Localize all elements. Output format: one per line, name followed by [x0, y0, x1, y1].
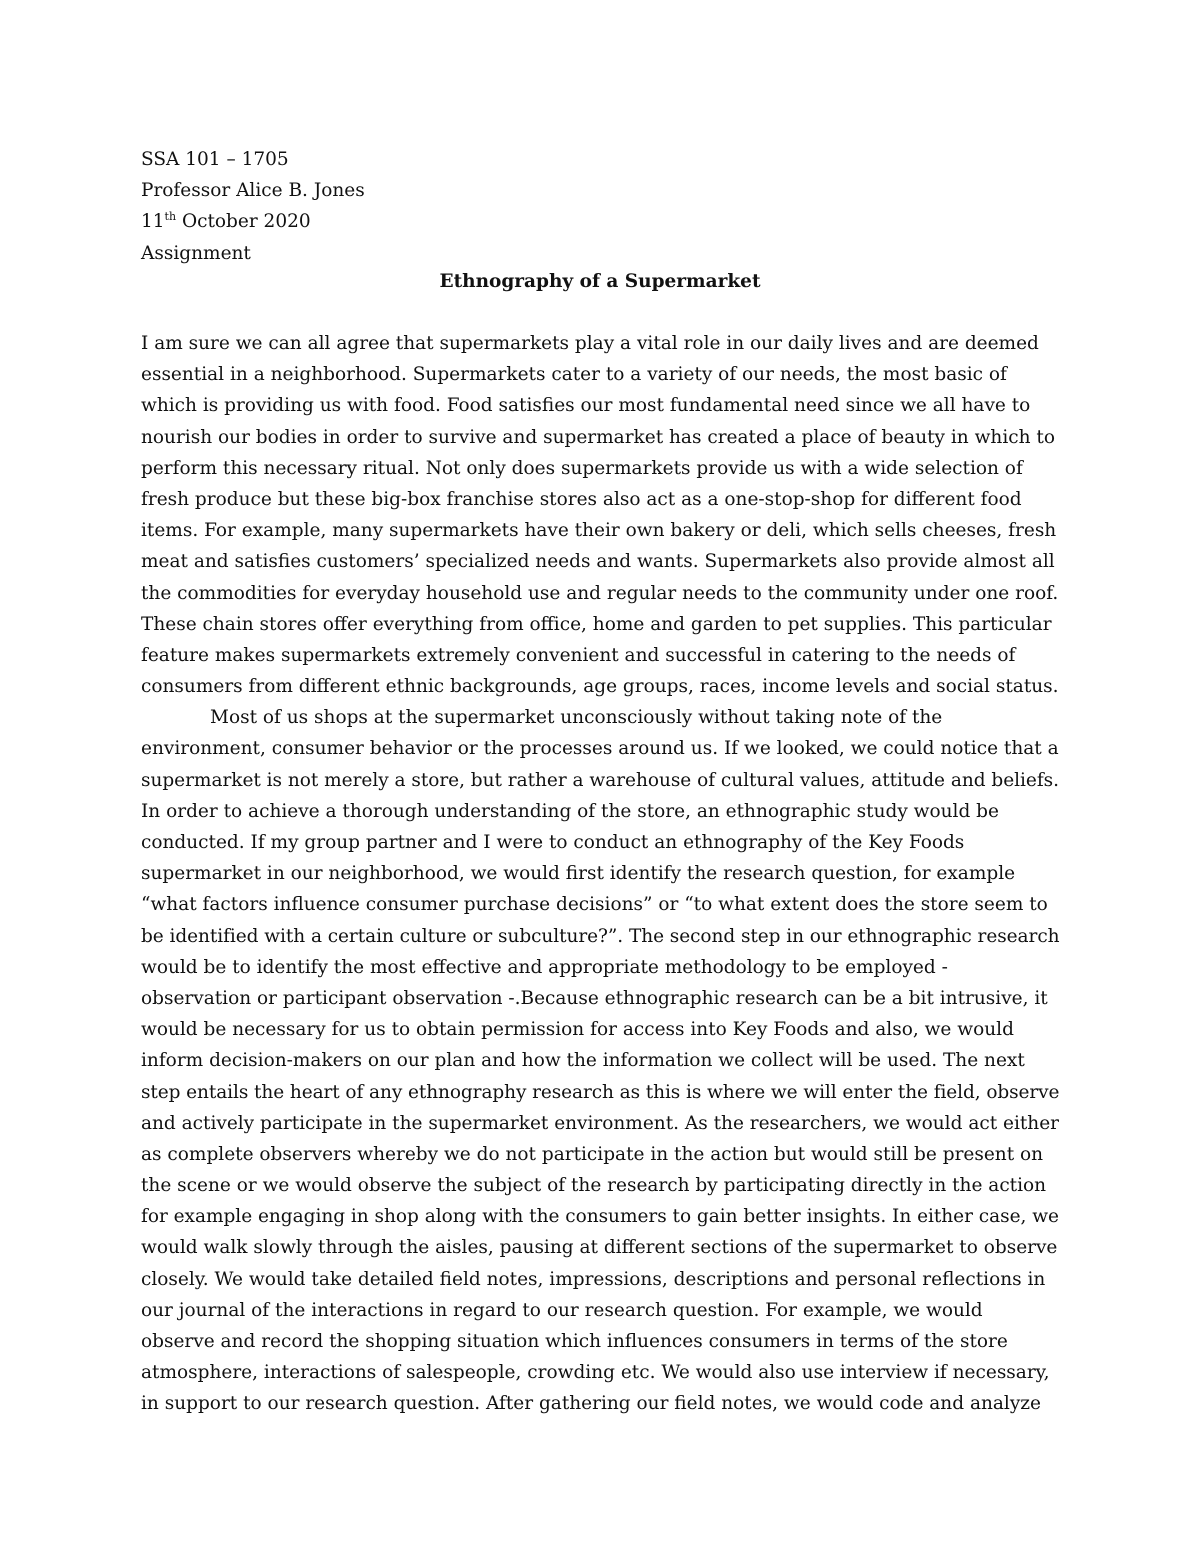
body-line: “what factors influence consumer purchase decisions” or “to what extent does the store seem to [141, 894, 1048, 916]
document-type: Assignment [141, 242, 251, 264]
course-code: SSA 101 – 1705 [141, 149, 289, 170]
body-line: consumers from different ethnic backgrounds, age groups, races, income levels and social status. [141, 676, 1059, 698]
body-line: environment, consumer behavior or the processes around us. If we looked, we could notice that a [141, 738, 1059, 760]
document-header [141, 144, 365, 269]
date-day: 11 [141, 211, 165, 233]
body-line: supermarket is not merely a store, but rather a warehouse of cultural values, attitude and beliefs. [141, 769, 1059, 791]
body-line: essential in a neighborhood. Supermarkets cater to a variety of our needs, the most basic of [141, 364, 1007, 386]
body-line: for example engaging in shop along with the consumers to gain better insights. In either case, we [141, 1206, 1059, 1228]
body-line: I am sure we can all agree that supermarkets play a vital role in our daily lives and are deemed [141, 333, 1039, 354]
body-line: the commodities for everyday household use and regular needs to the community under one roof. [141, 582, 1059, 604]
body-line: meat and satisfies customers’ specialized needs and wants. Supermarkets also provide almost all [141, 551, 1055, 573]
body-line: nourish our bodies in order to survive and supermarket has created a place of beauty in which to [141, 426, 1055, 448]
body-line: and actively participate in the supermarket environment. As the researchers, we would act either [141, 1112, 1059, 1134]
body-line: would be necessary for us to obtain permission for access into Key Foods and also, we would [141, 1019, 1014, 1041]
professor-name: Professor Alice B. Jones [141, 180, 365, 202]
body-line: which is providing us with food. Food satisfies our most fundamental need since we all have to [141, 395, 1031, 417]
body-line: atmosphere, interactions of salespeople, crowding etc. We would also use interview if necessary, [141, 1362, 1050, 1384]
body-line: inform decision-makers on our plan and how the information we collect will be used. The next [141, 1050, 1025, 1072]
body-line: closely. We would take detailed field notes, impressions, descriptions and personal reflections in [141, 1268, 1046, 1290]
body-line: feature makes supermarkets extremely convenient and successful in catering to the needs of [141, 644, 1016, 666]
document-title: Ethnography of a Supermarket [439, 271, 761, 292]
body-line: In order to achieve a thorough understanding of the store, an ethnographic study would be [141, 800, 999, 822]
body-line: observe and record the shopping situation which influences consumers in terms of the store [141, 1331, 1008, 1352]
date-suffix: th [164, 210, 177, 224]
body-line: be identified with a certain culture or subculture?”. The second step in our ethnographic research [141, 925, 1060, 947]
body-line: items. For example, many supermarkets have their own bakery or deli, which sells cheeses, fresh [141, 520, 1057, 542]
body-line: step entails the heart of any ethnography research as this is where we will enter the field, observe [141, 1081, 1060, 1103]
body-line: would walk slowly through the aisles, pausing at different sections of the supermarket to observe [141, 1237, 1058, 1259]
submission-date [141, 206, 365, 237]
body-line: observation or participant observation -.Because ethnographic research can be a bit intrusive, it [141, 987, 1048, 1009]
body-line: would be to identify the most effective and appropriate methodology to be employed - [141, 956, 948, 978]
body-text [141, 328, 1101, 1420]
body-line: conducted. If my group partner and I were to conduct an ethnography of the Key Foods [141, 832, 965, 853]
body-line: fresh produce but these big-box franchise stores also act as a one-stop-shop for different food [141, 488, 1022, 510]
paragraph-start-line: Most of us shops at the supermarket unconsciously without taking note of the [210, 707, 943, 729]
body-line: perform this necessary ritual. Not only does supermarkets provide us with a wide selection of [141, 457, 1023, 479]
body-line: These chain stores offer everything from office, home and garden to pet supplies. This particular [141, 613, 1052, 635]
body-line: the scene or we would observe the subject of the research by participating directly in the action [141, 1175, 1047, 1197]
date-rest: October 2020 [176, 211, 311, 233]
body-line: our journal of the interactions in regard to our research question. For example, we would [141, 1299, 983, 1321]
body-line: as complete observers whereby we do not participate in the action but would still be present on [141, 1143, 1044, 1165]
body-line: in support to our research question. After gathering our field notes, we would code and analyze [141, 1393, 1041, 1415]
body-line: supermarket in our neighborhood, we would first identify the research question, for example [141, 863, 1016, 885]
